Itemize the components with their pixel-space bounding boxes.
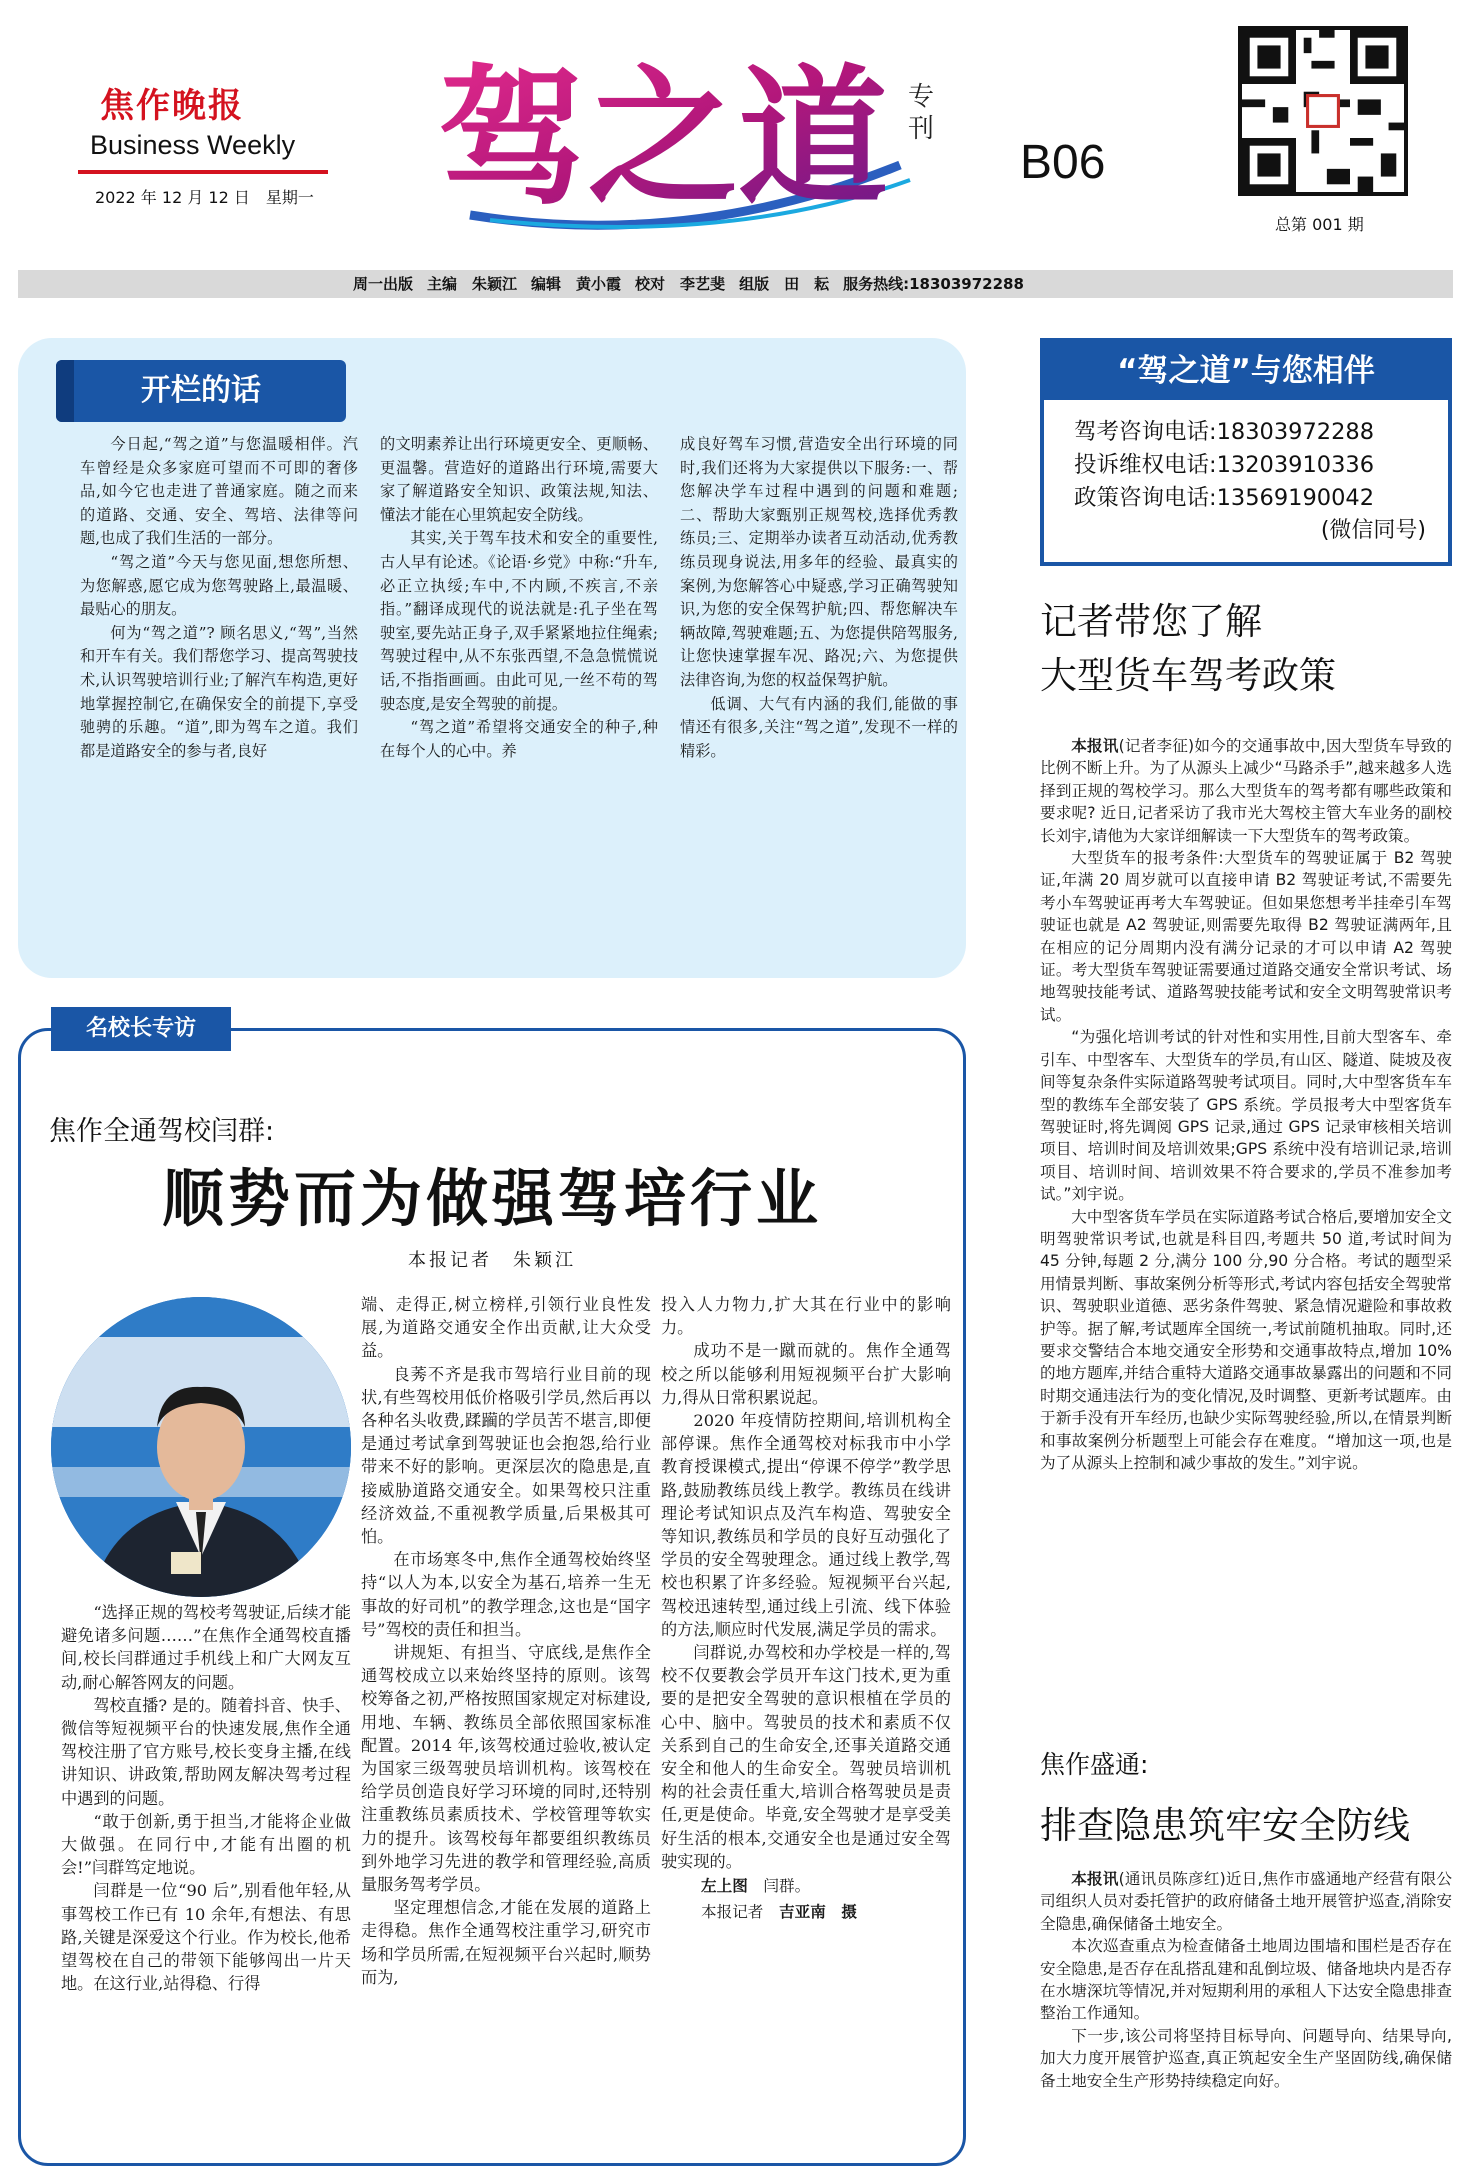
- paragraph: 在市场寒冬中,焦作全通驾校始终坚持“以人为本,以安全为基石,培养一生无事故的好司机”的教学理念,这也是“国字号”驾校的责任和担当。: [361, 1550, 651, 1639]
- newspaper-logo: 焦作晚报: [100, 86, 244, 126]
- interview-col-1: [61, 1601, 351, 1995]
- headline-line-1: 记者带您了解: [1040, 600, 1262, 643]
- interview-headline: 顺势而为做强驾培行业: [161, 1162, 822, 1235]
- credit-item: 编辑 黄小霞: [531, 275, 622, 293]
- opening-tab: 开栏的话: [56, 360, 346, 422]
- paragraph: 大型货车的报考条件:大型货车的驾驶证属于 B2 驾驶证,年满 20 周岁就可以直接申请 B2 驾驶证考试,不需要先考小车驾驶证再考大车驾驶证。但如果您想考半挂牵引车驾驶证也就是 A2 驾驶证,则需要先取得 B2 驾驶证满两年,且在相应的记分周期内没有满分记录的才可以申请 A2 驾驶证。考大型货车驾驶证需要通过道路交通安全常识考试、场地驾驶技能考试、道路驾驶技能考试和安全文明驾驶常识考试。: [1040, 849, 1452, 1024]
- paragraph: 成功不是一蹴而就的。焦作全通驾校之所以能够利用短视频平台扩大影响力,得从日常积累说起。: [661, 1341, 951, 1407]
- paragraph: 成良好驾车习惯,营造安全出行环境的同时,我们还将为大家提供以下服务:一、帮您解决学车过程中遇到的问题和难题;二、帮助大家甄别正规驾校,选择优秀教练员;三、定期举办读者互动活动,优秀教练员现身说法,用多年的经验、最真实的案例,为您解答心中疑惑,学习正确驾驶知识,为您的安全保驾护航;四、帮您解决车辆故障,驾驶难题;五、为您提供陪驾服务,让您快速掌握车况、路况;六、为您提供法律咨询,为您的权益保驾护航。: [680, 435, 958, 689]
- opening-col-2: [380, 433, 658, 763]
- section-title-art: [430, 15, 950, 245]
- publication-date: 2022 年 12 月 12 日 星期一: [95, 188, 314, 207]
- section-tag-1: 专: [908, 82, 935, 112]
- interview-tab: 名校长专访: [51, 1007, 231, 1051]
- caption-text: 闫群。: [763, 1877, 811, 1896]
- paragraph: “为强化培训考试的针对性和实用性,目前大型客车、牵引车、中型客车、大型货车的学员,有山区、隧道、陡坡及夜间等复杂条件实际道路驾驶考试项目。同时,大中型客货车车型的教练车全部安装了 GPS 系统。学员报考大中型客货车驾驶证时,将先调阅 GPS 记录,通过 GPS 记录审核相关培训项目、培训时间及培训效果;GPS 系统中没有培训记录,培训项目、培训时间、培训效果不符合要求的,学员不准参加考试。”刘宇说。: [1040, 1028, 1452, 1204]
- paragraph: 何为“驾之道”? 顾名思义,“驾”,当然和开车有关。我们帮您学习、提高驾驶技术,认识驾驶培训行业;了解汽车构造,更好地掌握控制它,在确保安全的前提下,享受驰骋的乐趣。“道”,即为驾车之道。我们都是道路安全的参与者,良好: [80, 623, 358, 760]
- credit-item: 主编 朱颖江: [427, 275, 518, 293]
- issue-number: 总第 001 期: [1275, 215, 1364, 234]
- interview-byline: 本报记者 朱颖江: [408, 1250, 576, 1271]
- byline: (记者李征): [1118, 737, 1195, 755]
- opening-column: [18, 338, 966, 978]
- lead-tag: 本报讯: [1071, 737, 1119, 755]
- article2-kicker: 焦作盛通:: [1040, 1750, 1149, 1779]
- photo-caption: [661, 1873, 951, 1925]
- paragraph: 驾校直播? 是的。随着抖音、快手、微信等短视频平台的快速发展,焦作全通驾校注册了官方账号,校长变身主播,在线讲知识、讲政策,帮助网友解决驾考过程中遇到的问题。: [61, 1695, 351, 1808]
- credit-item: 校对 李艺斐: [635, 275, 726, 293]
- opening-col-3: [680, 433, 958, 763]
- paragraph: 今日起,“驾之道”与您温暖相伴。汽车曾经是众多家庭可望而不可即的奢侈品,如今它也走进了普通家庭。随之而来的道路、交通、安全、驾培、法律等问题,也成了我们生活的一部分。: [80, 435, 358, 548]
- hotline-box: [1040, 338, 1452, 566]
- paragraph: 端、走得正,树立榜样,引领行业良性发展,为道路交通安全作出贡献,让大众受益。: [361, 1295, 651, 1361]
- paragraph: 本次巡查重点为检查储备土地周边围墙和围栏是否存在安全隐患,是否存在乱搭乱建和乱倒垃圾、储备地块内是否存在水塘深坑等情况,并对短期利用的承租人下达安全隐患排查整治工作通知。: [1040, 1937, 1452, 2023]
- paragraph: 闫群说,办驾校和办学校是一样的,驾校不仅要教会学员开车这门技术,更为重要的是把安全驾驶的意识根植在学员的心中、脑中。驾驶员的技术和素质不仅关系到自己的生命安全,还事关道路交通安全和他人的生命安全。驾驶员培训机构的社会责任重大,培训合格驾驶员是责任,更是使命。毕竟,安全驾驶才是享受美好生活的根本,交通安全也是通过安全驾驶实现的。: [661, 1643, 951, 1871]
- paragraph: 如今的交通事故中,因大型货车导致的比例不断上升。为了从源头上减少“马路杀手”,越来越多人选择到正规的驾校学习。那么大型货车的驾考都有哪些政策和要求呢? 近日,记者采访了我市光大驾校主管大车业务的副校长刘宇,请他为大家详细解读一下大型货车的驾考政策。: [1040, 737, 1452, 845]
- paragraph: “敢于创新,勇于担当,才能将企业做大做强。在同行中,才能有出圈的机会!”闫群笃定地说。: [61, 1811, 351, 1878]
- interview-section: [18, 1016, 966, 2166]
- newspaper-english-name: Business Weekly: [90, 130, 296, 160]
- logo-rule: [78, 170, 328, 174]
- paragraph: 低调、大气有内涵的我们,能做的事情还有很多,关注“驾之道”,发现不一样的精彩。: [680, 694, 958, 760]
- hotline-complaint: 投诉维权电话:13203910336: [1074, 452, 1375, 478]
- paragraph: 坚定理想信念,才能在发展的道路上走得稳。焦作全通驾校注重学习,研究市场和学员所需,在短视频平台兴起时,顺势而为,: [361, 1898, 651, 1987]
- interview-col-2: [361, 1293, 651, 1989]
- credit-item: 服务热线:18303972288: [843, 275, 1024, 293]
- article1-body: [1040, 735, 1452, 1474]
- hotline-policy: 政策咨询电话:13569190042: [1074, 485, 1375, 511]
- section-title: 驾之道: [438, 52, 889, 226]
- article1-headline: [1040, 595, 1336, 703]
- paragraph: 讲规矩、有担当、守底线,是焦作全通驾校成立以来始终坚持的原则。该驾校筹备之初,严格按照国家规定对标建设,用地、车辆、教练员全部依照国家标准配置。2014 年,该驾校通过验收,被认定为国家三级驾驶员培训机构。该驾校在给学员创造良好学习环境的同时,还特别注重教练员素质技术、学校管理等软实力的提升。该驾校每年都要组织教练员到外地学习先进的教学和管理经验,高质量服务驾考学员。: [361, 1643, 651, 1895]
- paragraph: 其实,关于驾车技术和安全的重要性,古人早有论述。《论语·乡党》中称:“升车,必正立执绥;车中,不内顾,不疾言,不亲指。”翻译成现代的说法就是:孔子坐在驾驶室,要先站正身子,双手紧紧地拉住绳索;驾驶过程中,从不东张西望,不急急慌慌说话,不指指画画。由此可见,一丝不苟的驾驶态度,是安全驾驶的前提。: [380, 529, 658, 713]
- hotline-wechat-note: (微信同号): [1320, 518, 1426, 543]
- portrait-photo: [51, 1297, 351, 1597]
- byline: (通讯员陈彦红): [1118, 1870, 1226, 1888]
- paragraph: “选择正规的驾校考驾驶证,后续才能避免诸多问题……”在焦作全通驾校直播间,校长闫群通过手机线上和广大网友互动,耐心解答网友的问题。: [61, 1603, 351, 1692]
- qr-code-icon[interactable]: [1238, 26, 1408, 196]
- paragraph: 的文明素养让出行环境更安全、更顺畅、更温馨。营造好的道路出行环境,需要大家了解道路安全知识、政策法规,知法、懂法才能在心里筑起安全防线。: [380, 435, 658, 524]
- interview-kicker: 焦作全通驾校闫群:: [49, 1116, 275, 1147]
- section-tag-2: 刊: [908, 114, 935, 144]
- page-number: B06: [1020, 136, 1106, 189]
- masthead: [0, 0, 1471, 293]
- lead-tag: 本报讯: [1071, 1870, 1119, 1888]
- headline-line-2: 大型货车驾考政策: [1040, 654, 1336, 697]
- paragraph: 2020 年疫情防控期间,培训机构全部停课。焦作全通驾校对标我市中小学教育授课模式,提出“停课不停学”教学思路,鼓励教练员线上教学。教练员在线讲理论考试知识点及汽车构造、驾驶安全等知识,教练员和学员的良好互动强化了学员的安全驾驶理念。通过线上教学,驾校也积累了许多经验。短视频平台兴起,驾校迅速转型,通过线上引流、线下体验的方法,顺应时代发展,满足学员的需求。: [661, 1411, 951, 1639]
- credit-item: 组版 田 耘: [739, 275, 830, 293]
- credits-bar: [18, 270, 1453, 298]
- paragraph: 下一步,该公司将坚持目标导向、问题导向、结果导向,加大力度开展管护巡查,真正筑起安全生产坚固防线,确保储备土地安全生产形势持续稳定向好。: [1040, 2026, 1452, 2090]
- interview-col-3: [661, 1293, 951, 1925]
- credit-item: 周一出版: [353, 275, 414, 293]
- paragraph: 近日,焦作市盛通地产经营有限公司组织人员对委托管护的政府储备土地开展管护巡查,消除安全隐患,确保储备土地安全。: [1040, 1870, 1452, 1933]
- paragraph: “驾之道”今天与您见面,想您所想、为您解惑,愿它成为您驾驶路上,最温暖、最贴心的朋友。: [80, 552, 358, 619]
- caption-label: 左上图: [701, 1877, 748, 1896]
- hotline-exam: 驾考咨询电话:18303972288: [1074, 419, 1375, 445]
- paragraph: 投入人力物力,扩大其在行业中的影响力。: [661, 1295, 951, 1338]
- opening-col-1: [80, 433, 358, 763]
- article2-headline: 排查隐患筑牢安全防线: [1040, 1804, 1410, 1847]
- paragraph: 大中型客货车学员在实际道路考试合格后,要增加安全文明驾驶常识考试,也就是科目四,考题共 50 道,考试时间为 45 分钟,每题 2 分,满分 100 分,90 分合格。考试的题型采用情景判断、事故案例分析等形式,考试内容包括安全驾驶常识、驾驶职业道德、恶劣条件驾驶、紧急情况避险和事故救护等。据了解,考试题库全国统一,考试前随机抽取。同时,还要求交警结合本地交通安全形势和交通事故特点,增加 10% 的地方题库,并结合重特大道路交通事故暴露出的问题和不同时期交通违法行为的变化情况,及时调整、更新考试题库。由于新手没有开车经历,也缺少实际驾驶经验,所以,在情景判断和事故案例分析题型上可能会存在难度。“增加这一项,也是为了从源头上控制和减少事故的发生。”刘宇说。: [1040, 1207, 1452, 1472]
- caption-text: 吉亚南 摄: [779, 1903, 857, 1922]
- caption-label: 本报记者: [701, 1903, 764, 1922]
- paragraph: “驾之道”希望将交通安全的种子,种在每个人的心中。养: [380, 718, 658, 760]
- paragraph: 闫群是一位“90 后”,别看他年轻,从事驾校工作已有 10 余年,有想法、有思路,关键是深爱这个行业。作为校长,他希望驾校在自己的带领下能够闯出一片天地。在这行业,站得稳、行得: [61, 1881, 351, 1994]
- paragraph: 良莠不齐是我市驾培行业目前的现状,有些驾校用低价格吸引学员,然后再以各种名头收费,蹂躏的学员苦不堪言,即便是通过考试拿到驾驶证也会抱怨,给行业带来不好的影响。更深层次的隐患是,直接威胁道路交通安全。如果驾校只注重经济效益,不重视教学质量,后果极其可怕。: [361, 1364, 651, 1547]
- hotline-title: “驾之道”与您相伴: [1044, 342, 1448, 400]
- article2-body: [1040, 1868, 1452, 2092]
